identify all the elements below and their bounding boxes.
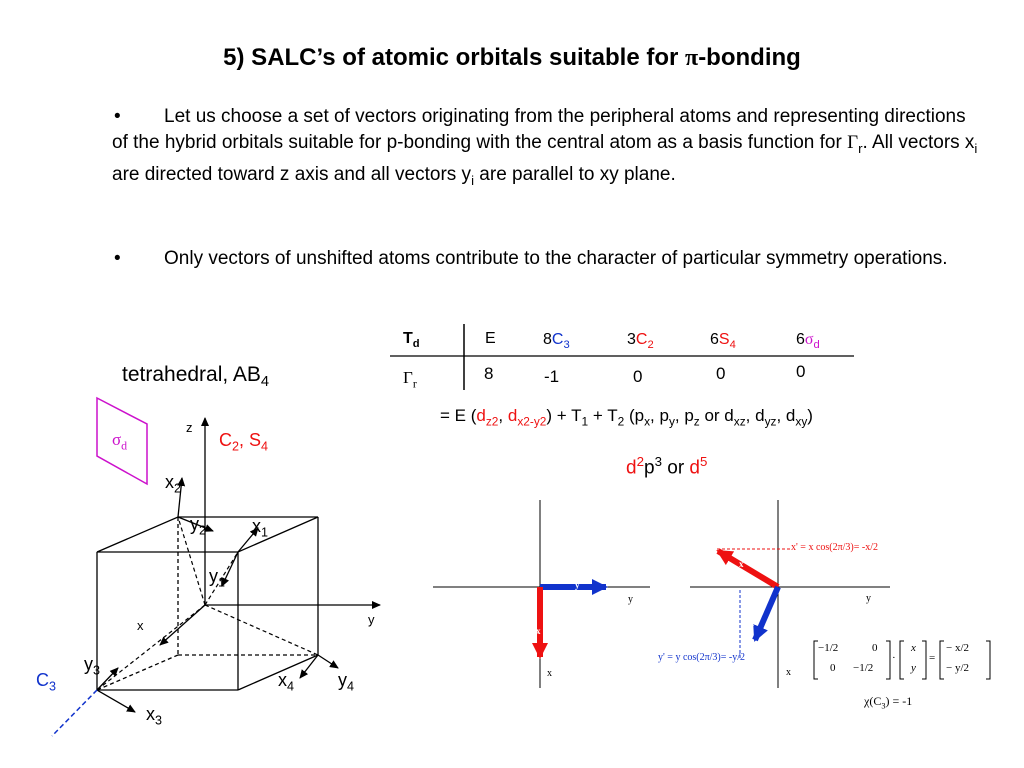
group-label: T: [403, 330, 413, 347]
x1-x: x: [252, 516, 261, 536]
cube-heading-text: tetrahedral, AB: [122, 363, 261, 386]
vector-v2: y: [911, 662, 916, 674]
y2-label: [190, 514, 206, 538]
header-s4-op: S: [718, 331, 730, 348]
sigma-d-sub: d: [121, 438, 128, 453]
title-prefix: 5) SALC’s of atomic orbitals suitable for: [223, 44, 686, 71]
bullet-1-text-d: are parallel to xy plane.: [474, 163, 676, 185]
y4-y: y: [338, 670, 347, 690]
decomp-py-sub: y: [668, 414, 675, 429]
group-sub: d: [412, 338, 420, 351]
decomp-d2-sub: x2-y2: [517, 414, 547, 429]
decomp-px-sub: x: [644, 414, 651, 429]
vector-v1: x: [911, 642, 916, 654]
c3-label: [36, 670, 56, 694]
c3-c: C: [36, 670, 49, 690]
hybrid-p: p: [643, 457, 655, 479]
hybrid-d5: d: [689, 457, 700, 479]
y3-sub: 3: [93, 663, 101, 678]
diag1-x-vector-label: x: [536, 626, 541, 636]
diag1-y-axis-label: y: [628, 594, 633, 605]
y4-sub: 4: [347, 679, 355, 694]
diag1-x-axis-label: x: [547, 668, 552, 679]
decomp-pz-sub: z: [693, 414, 700, 429]
x-prime-equation: x' = x cos(2π/3)= -x/2: [791, 542, 879, 553]
chi-text: χ(C: [864, 694, 882, 708]
matrix-m12: 0: [872, 642, 878, 654]
header-sigma-sub: d: [813, 339, 820, 352]
decomp-dxy-sub: xy: [795, 414, 808, 429]
y1-sub: 1: [218, 575, 226, 590]
hybrid-p-sup: 3: [654, 454, 662, 469]
decomp-py: , p: [650, 406, 669, 425]
hybrid-d-sup: 2: [636, 454, 644, 469]
x3-x: x: [146, 704, 155, 724]
bullet-marker: •: [114, 106, 121, 127]
row-label-gamma: Γ: [403, 368, 413, 387]
decomp-dxz-sub: xz: [733, 414, 746, 429]
hybrid-d5-sup: 5: [700, 454, 708, 469]
header-e-op: E: [485, 330, 496, 347]
chi-value: ) = -1: [885, 694, 913, 708]
title-pi: π: [685, 45, 699, 71]
c3-sub: 3: [49, 679, 57, 694]
decomp-dyz: , d: [745, 406, 765, 425]
z-axis-label: z: [186, 420, 193, 435]
hybrid-or: or: [661, 457, 690, 479]
header-c2-coef: 3: [627, 331, 636, 348]
gamma-symbol: Γ: [847, 132, 859, 153]
x3-label: [146, 704, 162, 728]
header-sigma-op: σ: [804, 331, 814, 348]
x1-sub: 1: [261, 525, 269, 540]
y2-sub: 2: [199, 523, 207, 538]
s4-sub: 4: [261, 439, 269, 454]
decomp-pz: , p: [674, 406, 694, 425]
c2-c: C: [219, 430, 232, 450]
decomp-dyz-sub: yz: [764, 414, 777, 429]
decomp-mid: ) + T: [546, 406, 582, 425]
value-sigma: 0: [796, 362, 806, 381]
x4-label: [278, 670, 294, 694]
y1-y: y: [209, 566, 218, 586]
x2-label: [165, 472, 181, 496]
sigma-d-symbol: σ: [112, 430, 122, 449]
x-axis-label: x: [137, 618, 144, 633]
header-c2-op: C: [635, 331, 648, 348]
y-sub: i: [471, 172, 475, 188]
decomp-or: or d: [699, 406, 734, 425]
header-c2-sub: 2: [647, 339, 654, 352]
diag1-y-vector-label: y: [575, 580, 580, 590]
header-sigma-coef: 6: [796, 331, 805, 348]
title-suffix: -bonding: [698, 44, 801, 71]
x2-sub: 2: [174, 481, 182, 496]
bullet-1-text-b: . All vectors x: [862, 132, 975, 153]
chi-sub: 3: [881, 701, 886, 711]
y-prime-label: y': [752, 616, 760, 626]
header-s4-coef: 6: [710, 331, 719, 348]
value-s4: 0: [716, 364, 726, 383]
x-sub: i: [974, 140, 978, 156]
y4-label: [338, 670, 354, 694]
y-prime-equation: y' = y cos(2π/3)= -y/2: [658, 652, 746, 663]
x3-sub: 3: [155, 713, 163, 728]
c2-s4-label: [219, 430, 268, 454]
y3-y: y: [84, 654, 93, 674]
decomp-d1: d: [476, 406, 486, 425]
header-c3-op: C: [551, 331, 564, 348]
decomp-d2: d: [507, 406, 518, 425]
x-prime-label: x': [739, 559, 747, 569]
chi-c3-label: [864, 694, 912, 710]
decomp-d1-sub: z2: [485, 414, 499, 429]
x1-label: [252, 516, 268, 540]
decomp-t1-sub: 1: [581, 414, 589, 429]
header-s4-sub: 4: [729, 339, 736, 352]
matrix-dot: ·: [892, 652, 896, 664]
hybrid-d: d: [626, 457, 637, 479]
y3-label: [84, 654, 100, 678]
bullet-1-text-c: are directed toward z axis and all vectors y: [112, 163, 472, 185]
gamma-sub: r: [858, 140, 863, 156]
decomp-comma: ,: [498, 406, 508, 425]
decomp-eq: = E (: [440, 406, 477, 425]
value-c2: 0: [633, 367, 643, 386]
decomp-t2-sub: 2: [617, 414, 625, 429]
bullet-1-text-a: Let us choose a set of vectors originating from the peripheral atoms and representing directions of the hybrid orbitals suitable for p-bonding with the central atom as a basis function for: [112, 106, 966, 153]
diag2-x-axis-label: x: [786, 667, 791, 678]
row-label-sub: r: [412, 376, 417, 391]
sigma-d-label: [112, 430, 127, 453]
y1-label: [209, 566, 225, 590]
header-c3-sub: 3: [563, 339, 570, 352]
bullet-2-text: Only vectors of unshifted atoms contribute to the character of particular symmetry operations.: [164, 248, 948, 269]
result-r2: − y/2: [946, 662, 970, 674]
x2-x: x: [165, 472, 174, 492]
bullet-marker: •: [114, 248, 121, 269]
y2-y: y: [190, 514, 199, 534]
c2-sub: 2: [232, 439, 240, 454]
matrix-m22: −1/2: [853, 662, 874, 674]
value-c3: -1: [544, 367, 560, 386]
matrix-m11: −1/2: [818, 642, 839, 654]
decomp-dxy: , d: [776, 406, 796, 425]
diag2-y-axis-label: y: [866, 593, 871, 604]
matrix-m21: 0: [830, 662, 836, 674]
small-diagram-1: [433, 500, 650, 688]
x4-x: x: [278, 670, 287, 690]
x4-sub: 4: [287, 679, 295, 694]
decomp-close: ): [807, 406, 813, 425]
y-axis-label: y: [368, 612, 375, 627]
c2-s4-mid: , S: [239, 430, 262, 450]
matrix-eq: =: [929, 652, 936, 664]
header-c3-coef: 8: [543, 331, 552, 348]
decomp-plus: + T: [588, 406, 618, 425]
decomp-open: (p: [624, 406, 645, 425]
cube-edges: [97, 517, 318, 690]
result-r1: − x/2: [946, 642, 970, 654]
cube-heading-sub: 4: [260, 374, 270, 391]
value-e: 8: [484, 364, 494, 383]
